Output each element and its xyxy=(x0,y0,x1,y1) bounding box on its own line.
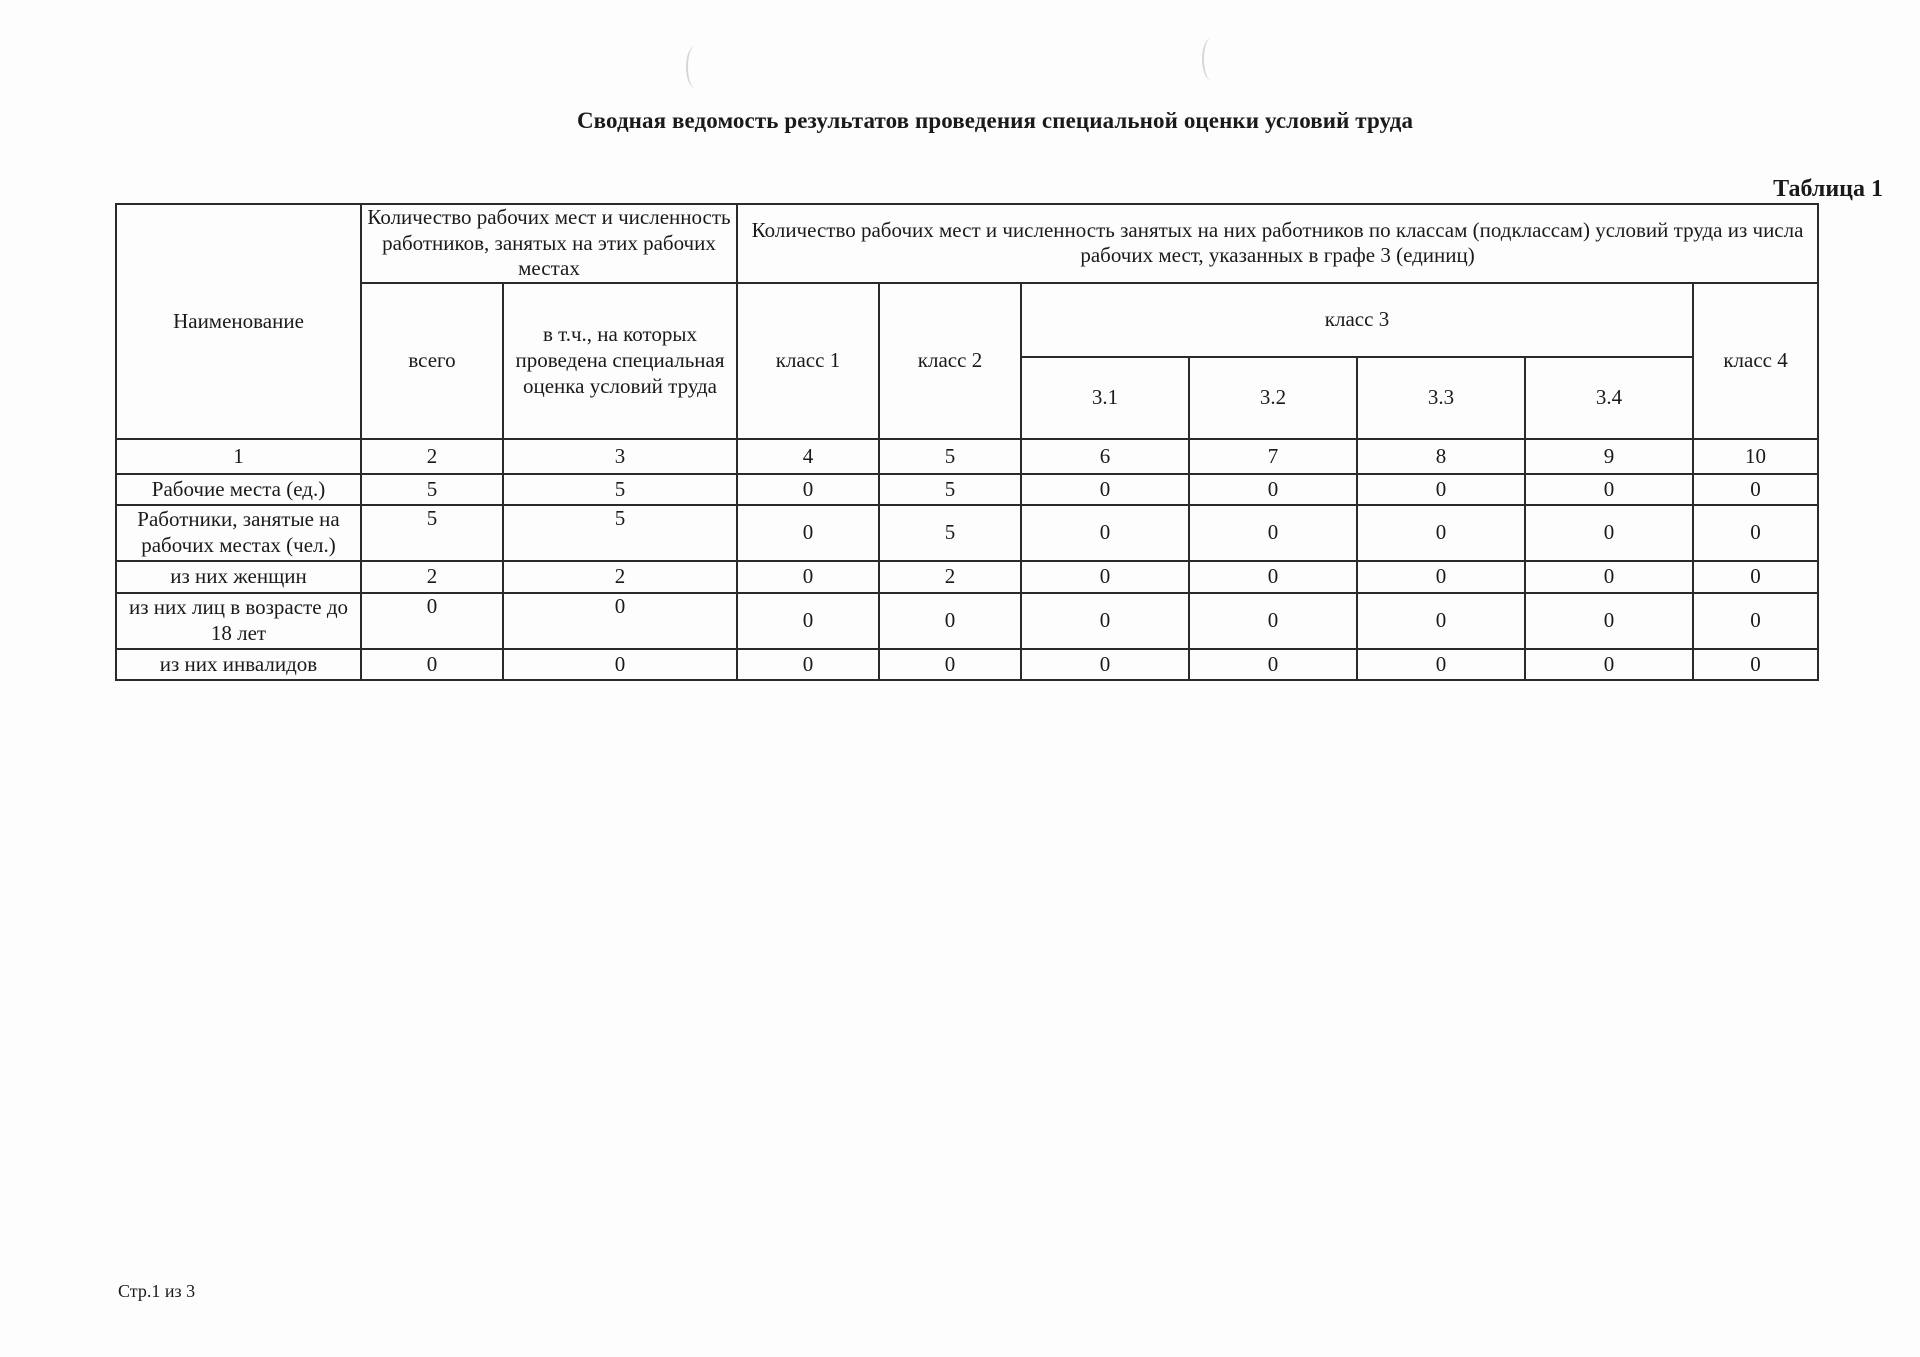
column-number: 4 xyxy=(737,439,879,474)
header-subclass-3-2: 3.2 xyxy=(1189,357,1357,439)
column-number: 8 xyxy=(1357,439,1525,474)
column-number-row xyxy=(116,439,1818,474)
cell-value: 0 xyxy=(1021,593,1189,649)
scan-mark xyxy=(686,46,704,88)
cell-value: 0 xyxy=(1021,474,1189,505)
cell-value: 0 xyxy=(1693,561,1818,593)
scan-mark xyxy=(1202,38,1220,80)
cell-value: 0 xyxy=(737,474,879,505)
document-title: Сводная ведомость результатов проведения специальной оценки условий труда xyxy=(576,108,1414,133)
cell-value: 0 xyxy=(1525,474,1693,505)
header-subclass-3-4: 3.4 xyxy=(1525,357,1693,439)
cell-value: 0 xyxy=(503,593,737,649)
cell-value: 0 xyxy=(1525,561,1693,593)
cell-value: 0 xyxy=(1525,649,1693,680)
cell-value: 2 xyxy=(503,561,737,593)
page-counter: Стр.1 из 3 xyxy=(118,1281,196,1301)
cell-value: 0 xyxy=(879,649,1021,680)
cell-value: 0 xyxy=(1357,505,1525,561)
cell-value: 2 xyxy=(879,561,1021,593)
cell-value: 0 xyxy=(1357,474,1525,505)
cell-value: 5 xyxy=(879,474,1021,505)
cell-value: 0 xyxy=(1357,561,1525,593)
cell-value: 0 xyxy=(1189,649,1357,680)
header-subclass-3-1: 3.1 xyxy=(1021,357,1189,439)
header-name: Наименование xyxy=(116,204,361,439)
cell-value: 0 xyxy=(1189,474,1357,505)
row-label: из них женщин xyxy=(116,561,361,593)
column-number: 7 xyxy=(1189,439,1357,474)
cell-value: 0 xyxy=(737,649,879,680)
cell-value: 0 xyxy=(361,593,503,649)
cell-value: 0 xyxy=(1693,649,1818,680)
cell-value: 0 xyxy=(1189,561,1357,593)
cell-value: 0 xyxy=(1021,649,1189,680)
header-class-1: класс 1 xyxy=(737,283,879,439)
cell-value: 0 xyxy=(1525,593,1693,649)
table-number: Таблица 1 xyxy=(1773,176,1883,202)
column-number: 3 xyxy=(503,439,737,474)
cell-value: 0 xyxy=(1693,593,1818,649)
column-number: 1 xyxy=(116,439,361,474)
cell-value: 0 xyxy=(737,505,879,561)
cell-value: 0 xyxy=(1525,505,1693,561)
header-row-2 xyxy=(116,283,1818,357)
cell-value: 5 xyxy=(879,505,1021,561)
cell-value: 0 xyxy=(503,649,737,680)
column-number: 9 xyxy=(1525,439,1693,474)
cell-value: 0 xyxy=(1189,505,1357,561)
table-row xyxy=(116,593,1818,649)
cell-value: 0 xyxy=(1693,474,1818,505)
header-assessed: в т.ч., на которых проведена специальная оценка условий труда xyxy=(503,283,737,439)
row-label: Работники, занятые на рабочих местах (чел.) xyxy=(116,505,361,561)
summary-table xyxy=(115,203,1819,681)
cell-value: 5 xyxy=(361,505,503,561)
row-label: из них лиц в возрасте до 18 лет xyxy=(116,593,361,649)
cell-value: 0 xyxy=(737,593,879,649)
header-group-workplaces: Количество рабочих мест и численность работников, занятых на этих рабочих местах xyxy=(361,204,737,283)
cell-value: 5 xyxy=(503,474,737,505)
table-row xyxy=(116,561,1818,593)
cell-value: 0 xyxy=(1357,649,1525,680)
cell-value: 5 xyxy=(503,505,737,561)
header-total: всего xyxy=(361,283,503,439)
table-row xyxy=(116,505,1818,561)
cell-value: 0 xyxy=(1021,561,1189,593)
table-row xyxy=(116,649,1818,680)
cell-value: 0 xyxy=(879,593,1021,649)
header-class-4: класс 4 xyxy=(1693,283,1818,439)
header-row-1 xyxy=(116,204,1818,283)
cell-value: 0 xyxy=(1021,505,1189,561)
row-label: из них инвалидов xyxy=(116,649,361,680)
header-group-classes: Количество рабочих мест и численность занятых на них работников по классам (подклассам) условий труда из числа рабочих мест, указанных в графе 3 (единиц) xyxy=(737,204,1818,283)
cell-value: 5 xyxy=(361,474,503,505)
cell-value: 0 xyxy=(1693,505,1818,561)
cell-value: 0 xyxy=(1357,593,1525,649)
column-number: 10 xyxy=(1693,439,1818,474)
cell-value: 0 xyxy=(1189,593,1357,649)
header-subclass-3-3: 3.3 xyxy=(1357,357,1525,439)
header-class-2: класс 2 xyxy=(879,283,1021,439)
header-class-3: класс 3 xyxy=(1021,283,1693,357)
cell-value: 0 xyxy=(737,561,879,593)
row-label: Рабочие места (ед.) xyxy=(116,474,361,505)
cell-value: 0 xyxy=(361,649,503,680)
column-number: 6 xyxy=(1021,439,1189,474)
cell-value: 2 xyxy=(361,561,503,593)
table-row xyxy=(116,474,1818,505)
column-number: 5 xyxy=(879,439,1021,474)
column-number: 2 xyxy=(361,439,503,474)
